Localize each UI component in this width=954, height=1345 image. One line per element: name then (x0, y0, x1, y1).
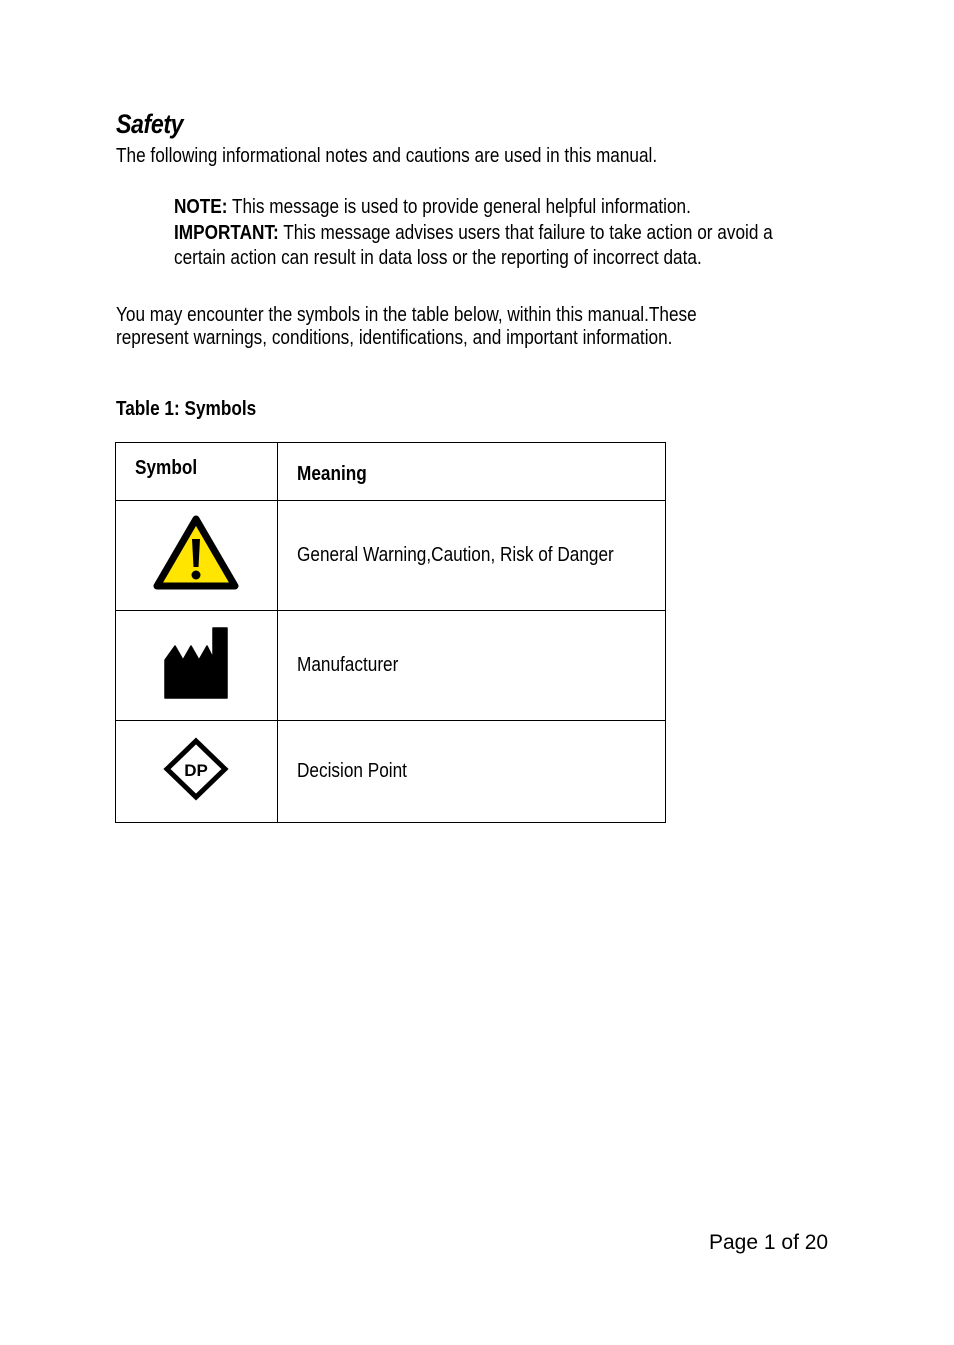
meaning-cell: Decision Point (277, 721, 665, 823)
symbol-cell (116, 721, 278, 823)
important-label: IMPORTANT: (174, 222, 279, 244)
decision-point-icon (163, 737, 229, 801)
note-line (174, 195, 775, 219)
intro-text: The following informational notes and cautions are used in this manual. (116, 145, 658, 167)
page-number: Page 1 of 20 (709, 1231, 829, 1254)
important-line-2: certain action can result in data loss or the reporting of incorrect data. (174, 247, 702, 269)
symbols-table (115, 442, 666, 823)
table-header-row (116, 443, 666, 501)
decision-point-label: DP (184, 760, 209, 780)
symbols-intro-line-1: You may encounter the symbols in the table below, within this manual.These (116, 304, 697, 326)
symbols-intro-line-2: represent warnings, conditions, identifications, and important information. (116, 327, 673, 349)
table-row (116, 501, 666, 611)
section-title: Safety (116, 109, 184, 139)
meaning-cell: General Warning,Caution, Risk of Danger (277, 501, 665, 611)
important-text: This message advises users that failure to take action or avoid a (278, 222, 773, 244)
symbol-cell (116, 611, 278, 721)
meaning-column-header: Meaning (277, 443, 665, 501)
symbol-column-header: Symbol (116, 443, 278, 501)
factory-icon (163, 626, 229, 700)
symbol-cell (116, 501, 278, 611)
table-row (116, 611, 666, 721)
note-label: NOTE: (174, 196, 228, 218)
important-line (174, 221, 870, 245)
table-row (116, 721, 666, 823)
meaning-cell: Manufacturer (277, 611, 665, 721)
note-text: This message is used to provide general helpful information. (227, 196, 691, 218)
table-caption: Table 1: Symbols (116, 398, 257, 420)
warning-triangle-icon (153, 515, 239, 591)
